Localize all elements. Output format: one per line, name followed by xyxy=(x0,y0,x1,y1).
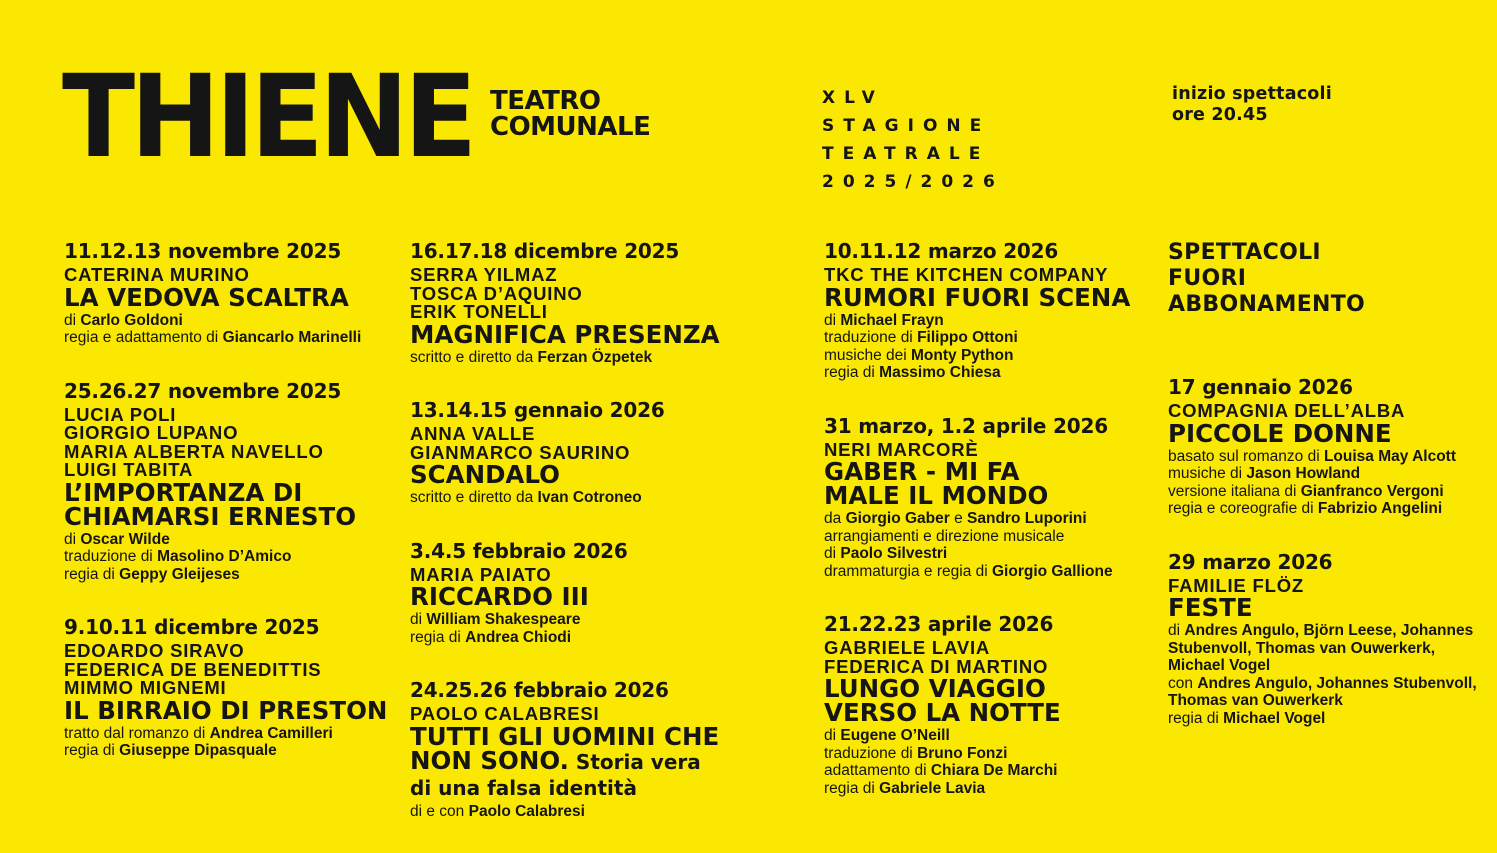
show-credits xyxy=(824,312,1154,382)
show-title xyxy=(1168,593,1493,622)
cast-name: PAOLO CALABRESI xyxy=(410,703,600,724)
show-date: 24.25.26 febbraio 2026 xyxy=(410,678,669,702)
cast-name: TKC THE KITCHEN COMPANY xyxy=(824,264,1109,285)
show-title-line xyxy=(824,674,1154,703)
credit-name: Louisa May Alcott xyxy=(1323,447,1457,465)
credit-line xyxy=(410,611,740,629)
cast-name: GABRIELE LAVIA xyxy=(824,637,991,658)
show-cast xyxy=(410,266,740,322)
show-date: 11.12.13 novembre 2025 xyxy=(64,239,342,263)
credit-line xyxy=(410,349,740,367)
show-block xyxy=(824,240,1154,382)
credit-name: Andrea Chiodi xyxy=(465,628,572,646)
credit-name: William Shakespeare xyxy=(426,611,581,628)
cast-name: MARIA ALBERTA NAVELLO xyxy=(64,440,324,462)
credit-role: di xyxy=(64,530,81,548)
show-date: 17 gennaio 2026 xyxy=(1168,375,1353,399)
credit-role: di xyxy=(64,311,81,329)
title-segment: RICCARDO III xyxy=(410,582,589,611)
credit-role: traduzione di xyxy=(824,329,918,346)
show-block xyxy=(824,415,1154,581)
listing-column xyxy=(824,240,1154,830)
title-segment: FESTE xyxy=(1168,593,1253,622)
cast-name: FEDERICA DI MARTINO xyxy=(824,655,1049,677)
credit-name: Gianfranco Vergoni xyxy=(1300,482,1444,500)
show-title xyxy=(64,282,394,312)
credit-name: Giorgio Gallione xyxy=(992,562,1113,580)
show-title-line xyxy=(64,477,394,507)
logo-subtitle-line: TEATRO xyxy=(490,86,601,116)
credit-line xyxy=(824,364,1154,382)
show-cast xyxy=(824,639,1154,676)
show-title-line xyxy=(1168,593,1493,622)
credit-role: e xyxy=(949,510,968,527)
show-title-line xyxy=(410,721,740,751)
credit-role: adattamento di xyxy=(824,762,931,779)
credit-role: basato sul romanzo di xyxy=(1168,447,1324,465)
start-time-line: inizio spettacoli xyxy=(1172,84,1332,104)
credit-name: Michael Vogel xyxy=(1223,709,1326,727)
credit-role: regia e adattamento di xyxy=(64,329,223,346)
credit-role: di xyxy=(1168,622,1185,639)
fuori-abbonamento-header-line: SPETTACOLI xyxy=(1168,240,1321,265)
credit-role: regia e coreografie di xyxy=(1168,500,1318,517)
show-block xyxy=(1168,551,1493,728)
credit-role: da xyxy=(824,510,846,527)
title-segment: NON SONO. xyxy=(410,745,569,775)
credit-name: Chiara De Marchi xyxy=(930,762,1058,779)
start-time-line: ore 20.45 xyxy=(1172,105,1268,125)
credit-name: Giorgio Gaber xyxy=(845,510,950,527)
start-time-label xyxy=(1172,84,1332,126)
title-segment: di una falsa identità xyxy=(410,775,637,800)
credit-line xyxy=(1168,465,1493,483)
credit-line xyxy=(64,548,394,566)
show-cast xyxy=(64,642,394,698)
cast-name: SERRA YILMAZ xyxy=(410,264,558,285)
cast-name: FEDERICA DE BENEDITTIS xyxy=(64,658,322,680)
credit-name: Ivan Cotroneo xyxy=(537,489,642,506)
credit-line xyxy=(824,510,1154,528)
show-title xyxy=(410,319,740,349)
credit-name: Filippo Ottoni xyxy=(917,329,1018,346)
show-title-line xyxy=(410,460,740,489)
credit-name: Carlo Goldoni xyxy=(80,311,183,329)
credit-line xyxy=(824,745,1154,763)
credit-role: di e con xyxy=(410,802,469,820)
credit-role: regia di xyxy=(64,565,120,583)
season-label xyxy=(822,84,1004,196)
credit-role: drammaturgia e regia di xyxy=(824,562,992,580)
cast-name: ERIK TONELLI xyxy=(410,301,548,322)
credit-role: regia di xyxy=(410,628,466,646)
cast-name: GIORGIO LUPANO xyxy=(64,422,239,443)
show-date: 16.17.18 dicembre 2025 xyxy=(410,239,680,263)
show-title-line xyxy=(64,695,394,725)
title-segment: RUMORI FUORI SCENA xyxy=(824,282,1131,312)
title-segment: LUNGO VIAGGIO xyxy=(824,674,1046,703)
credit-role: musiche di xyxy=(1168,465,1247,482)
show-block xyxy=(64,380,394,584)
credit-line xyxy=(824,347,1154,365)
title-segment: SCANDALO xyxy=(410,460,560,489)
show-title xyxy=(824,674,1154,727)
credit-role: traduzione di xyxy=(64,548,158,565)
credit-line xyxy=(824,329,1154,347)
show-cast xyxy=(410,425,740,462)
credit-line xyxy=(1168,500,1493,518)
show-date: 9.10.11 dicembre 2025 xyxy=(64,615,320,639)
credit-name: Andres Angulo, Björn Leese, Johannes Stubenvoll, Thomas van Ouwerkerk, Michael Vogel xyxy=(1168,622,1474,674)
show-cast xyxy=(64,403,394,480)
show-title xyxy=(1168,418,1493,448)
show-title xyxy=(824,457,1154,510)
cast-name: LUIGI TABITA xyxy=(64,459,194,480)
credit-name: Andrea Camilleri xyxy=(209,724,333,742)
show-title xyxy=(410,721,740,800)
credit-name: Sandro Luporini xyxy=(967,510,1087,527)
show-block xyxy=(64,616,394,760)
title-segment: CHIAMARSI ERNESTO xyxy=(64,501,357,531)
credit-name: Paolo Calabresi xyxy=(468,802,585,820)
credit-role: tratto dal romanzo di xyxy=(64,724,210,742)
title-segment: MAGNIFICA PRESENZA xyxy=(410,319,720,349)
season-line: XLV xyxy=(822,88,884,108)
credit-role: scritto e diretto da xyxy=(410,348,538,366)
credit-name: Masolino D’Amico xyxy=(157,548,292,565)
title-segment: TUTTI GLI UOMINI CHE xyxy=(410,721,720,751)
show-credits xyxy=(824,510,1154,580)
show-title xyxy=(64,695,394,725)
title-segment: IL BIRRAIO DI PRESTON xyxy=(64,695,388,725)
credit-line xyxy=(824,780,1154,798)
cast-name: COMPAGNIA DELL’ALBA xyxy=(1168,400,1406,421)
listing-column xyxy=(1168,240,1493,760)
show-credits xyxy=(1168,448,1493,518)
show-date: 25.26.27 novembre 2025 xyxy=(64,378,342,403)
theatre-logo-subtitle xyxy=(490,88,650,140)
title-segment: MALE IL MONDO xyxy=(824,481,1049,510)
show-title xyxy=(410,460,740,489)
show-credits xyxy=(824,727,1154,797)
credit-line xyxy=(64,742,394,760)
show-block xyxy=(1168,376,1493,518)
show-credits xyxy=(64,312,394,347)
credit-line xyxy=(824,545,1154,563)
credit-line xyxy=(1168,710,1493,728)
credit-line xyxy=(824,563,1154,581)
show-date: 13.14.15 gennaio 2026 xyxy=(410,398,665,422)
cast-name: NERI MARCORÈ xyxy=(824,438,979,460)
title-segment: PICCOLE DONNE xyxy=(1168,418,1392,448)
credit-line xyxy=(64,566,394,584)
theatre-logo: THIENE xyxy=(62,50,473,183)
show-block xyxy=(410,399,740,507)
show-credits xyxy=(410,489,740,507)
credit-role: con xyxy=(1168,674,1198,692)
credit-line xyxy=(1168,622,1493,675)
show-date: 10.11.12 marzo 2026 xyxy=(824,239,1059,263)
title-segment: Storia vera xyxy=(568,749,701,774)
credit-line xyxy=(64,312,394,330)
show-block xyxy=(410,679,740,820)
credit-role: regia di xyxy=(824,779,880,797)
credit-name: Paolo Silvestri xyxy=(840,545,948,562)
listing-column xyxy=(64,240,394,793)
credit-role: di xyxy=(824,727,841,744)
credit-name: Monty Python xyxy=(911,346,1014,364)
fuori-abbonamento-header xyxy=(1168,240,1493,318)
credit-role: di xyxy=(824,545,841,562)
show-title-line xyxy=(410,582,740,611)
show-credits xyxy=(64,531,394,584)
season-line: 2025/2026 xyxy=(822,172,1004,192)
credit-role: versione italiana di xyxy=(1168,482,1301,500)
title-segment: VERSO LA NOTTE xyxy=(824,698,1061,727)
show-title-line xyxy=(410,775,740,800)
cast-name: MIMMO MIGNEMI xyxy=(64,677,227,698)
show-credits xyxy=(410,611,740,646)
show-title xyxy=(824,282,1154,312)
credit-line xyxy=(824,762,1154,780)
credit-name: Massimo Chiesa xyxy=(879,364,1001,381)
credit-name: Fabrizio Angelini xyxy=(1317,500,1443,517)
credit-name: Bruno Fonzi xyxy=(917,744,1008,762)
credit-line xyxy=(410,489,740,507)
show-title-line xyxy=(64,282,394,312)
credit-name: Jason Howland xyxy=(1246,465,1361,482)
show-block xyxy=(824,613,1154,797)
credit-name: Gabriele Lavia xyxy=(879,779,986,797)
show-credits xyxy=(410,349,740,367)
fuori-abbonamento-header-line: ABBONAMENTO xyxy=(1168,292,1366,317)
credit-line xyxy=(1168,483,1493,501)
listing-column xyxy=(410,240,740,853)
credit-role: regia di xyxy=(64,742,120,759)
show-block xyxy=(64,240,394,347)
credit-line xyxy=(1168,675,1493,710)
show-title-line xyxy=(824,698,1154,727)
credit-name: Ferzan Özpetek xyxy=(537,348,653,366)
cast-name: FAMILIE FLÖZ xyxy=(1168,574,1305,596)
credit-line xyxy=(64,725,394,743)
credit-line xyxy=(64,329,394,347)
credit-name: Giancarlo Marinelli xyxy=(222,329,362,346)
show-date: 3.4.5 febbraio 2026 xyxy=(410,538,628,563)
credit-role: di xyxy=(410,611,427,628)
show-credits xyxy=(64,725,394,760)
cast-name: MARIA PAIATO xyxy=(410,563,552,585)
credit-role: arrangiamenti e direzione musicale xyxy=(824,527,1065,545)
show-title xyxy=(64,477,394,531)
show-title-line xyxy=(64,501,394,531)
credit-name: Eugene O’Neill xyxy=(840,727,950,744)
credit-line xyxy=(824,727,1154,745)
show-title-line xyxy=(824,481,1154,510)
credit-name: Giuseppe Dipasquale xyxy=(119,742,277,759)
credit-name: Andres Angulo, Johannes Stubenvoll, Thomas van Ouwerkerk xyxy=(1168,674,1477,709)
show-block xyxy=(410,240,740,366)
cast-name: CATERINA MURINO xyxy=(64,264,250,285)
cast-name: TOSCA D’AQUINO xyxy=(410,282,583,304)
fuori-abbonamento-header-line: FUORI xyxy=(1168,266,1247,291)
credit-role: di xyxy=(824,311,841,329)
cast-name: LUCIA POLI xyxy=(64,403,177,425)
credit-line xyxy=(410,803,740,821)
credit-line xyxy=(64,531,394,549)
show-title-line xyxy=(410,745,740,775)
show-title-line xyxy=(824,457,1154,486)
season-line: TEATRALE xyxy=(822,144,990,164)
show-block xyxy=(410,540,740,647)
credit-name: Oscar Wilde xyxy=(80,530,170,548)
show-credits xyxy=(1168,622,1493,727)
credit-role: musiche dei xyxy=(824,346,912,364)
show-title-line xyxy=(824,282,1154,312)
cast-name: ANNA VALLE xyxy=(410,423,536,444)
title-segment: LA VEDOVA SCALTRA xyxy=(64,282,349,312)
title-segment: GABER - MI FA xyxy=(824,457,1020,486)
show-date: 31 marzo, 1.2 aprile 2026 xyxy=(824,413,1108,438)
cast-name: GIANMARCO SAURINO xyxy=(410,441,631,463)
logo-subtitle-line: COMUNALE xyxy=(490,112,651,142)
show-title xyxy=(410,582,740,611)
season-line: STAGIONE xyxy=(822,116,991,136)
credit-role: regia di xyxy=(1168,709,1224,727)
credit-line xyxy=(824,312,1154,330)
show-date: 29 marzo 2026 xyxy=(1168,549,1333,574)
cast-name: EDOARDO SIRAVO xyxy=(64,640,245,661)
credit-role: traduzione di xyxy=(824,744,918,762)
credit-role: scritto e diretto da xyxy=(410,489,538,506)
credit-name: Michael Frayn xyxy=(840,311,944,329)
credit-role: regia di xyxy=(824,364,880,381)
show-credits xyxy=(410,803,740,821)
credit-name: Geppy Gleijeses xyxy=(119,565,240,583)
credit-line xyxy=(410,629,740,647)
credit-line xyxy=(824,528,1154,546)
show-title-line xyxy=(1168,418,1493,448)
credit-line xyxy=(1168,448,1493,466)
title-segment: L’IMPORTANZA DI xyxy=(64,477,303,507)
show-date: 21.22.23 aprile 2026 xyxy=(824,612,1054,636)
show-title-line xyxy=(410,319,740,349)
